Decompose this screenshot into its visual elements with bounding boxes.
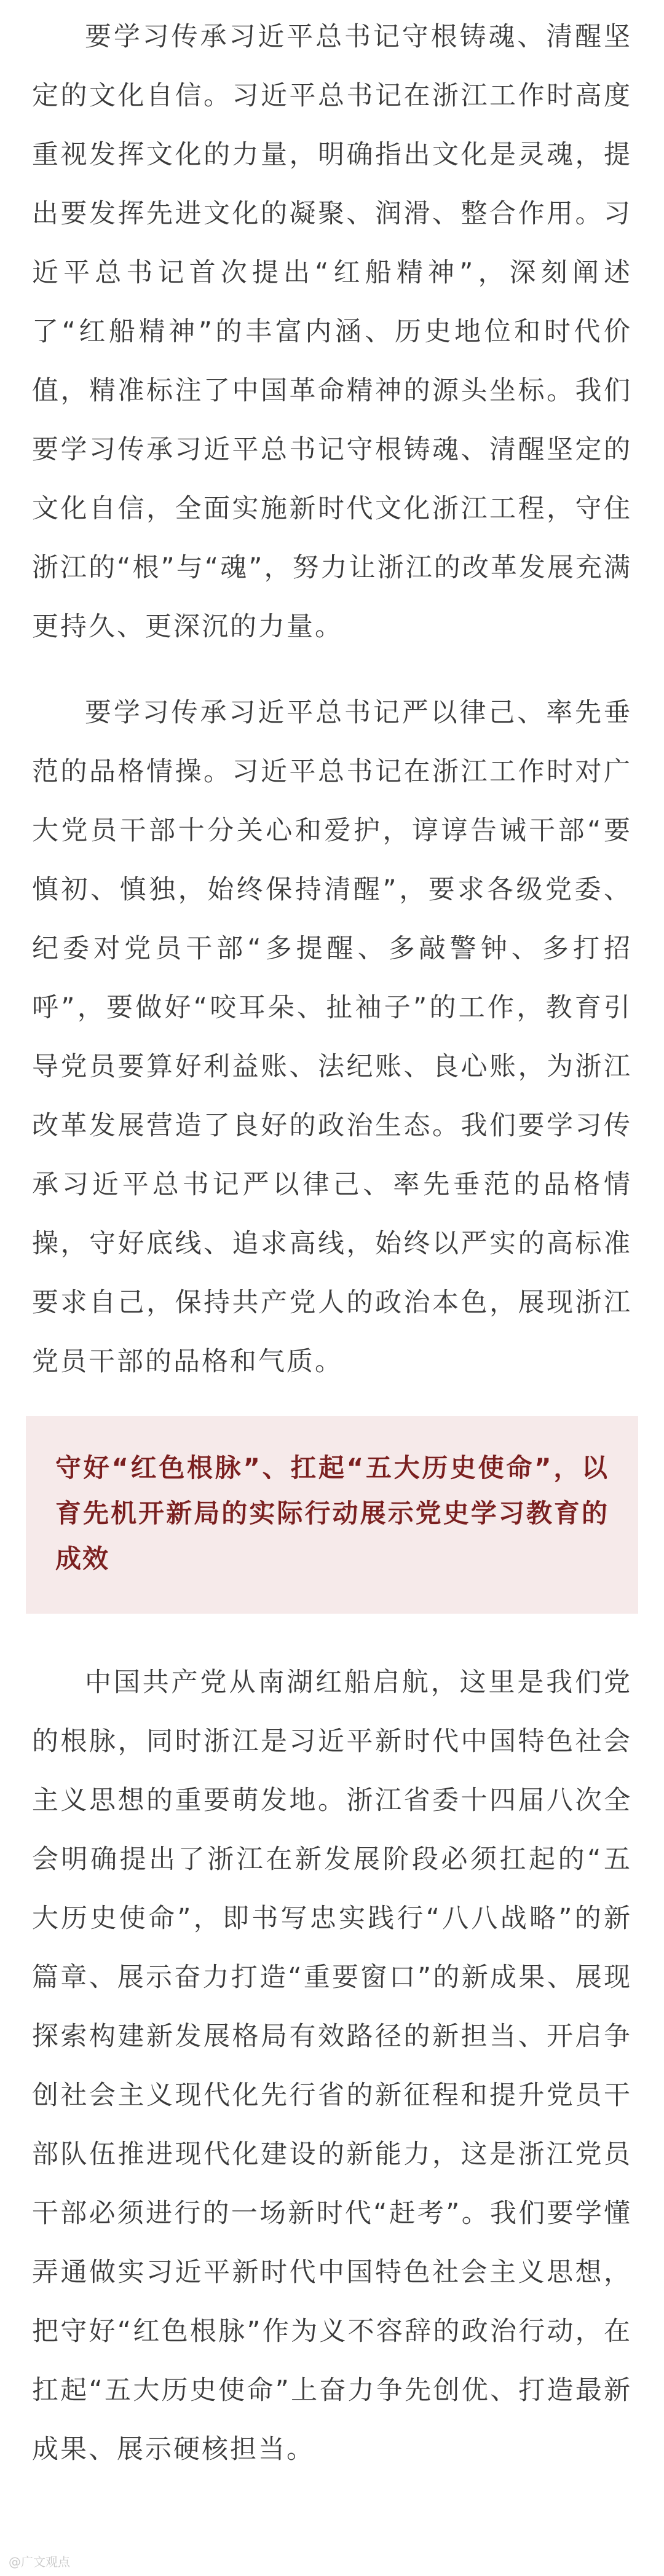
watermark: @广文观点 bbox=[9, 2554, 70, 2569]
paragraph-moral-character: 要学习传承习近平总书记严以律己、率先垂范的品格情操。习近平总书记在浙江工作时对广大党员干部十分关心和爱护，谆谆告诫干部“要慎初、慎独，始终保持清醒”，要求各级党委、纪委对党员干部“多提醒、多敲警钟、多打招呼”，要做好“咬耳朵、扯袖子”的工作，教育引导党员要算好利益账、法纪账、良心账，为浙江改革发展营造了良好的政治生态。我们要学习传承习近平总书记严以律己、率先垂范的品格情操，守好底线、追求高线，始终以严实的高标准要求自己，保持共产党人的政治本色，展现浙江党员干部的品格和气质。 bbox=[32, 697, 632, 1377]
paragraph-red-roots: 中国共产党从南湖红船启航，这里是我们党的根脉，同时浙江是习近平新时代中国特色社会主义思想的重要萌发地。浙江省委十四届八次全会明确提出了浙江在新发展阶段必须扛起的“五大历史使命”，即书写忠实践行“八八战略”的新篇章、展示奋力打造“重要窗口”的新成果、展现探索构建新发展格局有效路径的新担当、开启争创社会主义现代化先行省的新征程和提升党员干部队伍推进现代化建设的新能力，这是浙江党员干部必须进行的一场新时代“赶考”。我们要学懂弄通做实习近平新时代中国特色社会主义思想，把守好“红色根脉”作为义不容辞的政治行动，在扛起“五大历史使命”上奋力争先创优、打造最新成果、展示硬核担当。 bbox=[32, 1667, 632, 2465]
section-heading: 守好“红色根脉”、扛起“五大历史使命”，以育先机开新局的实际行动展示党史学习教育的成效 bbox=[55, 1453, 609, 1574]
section-heading-box bbox=[26, 1416, 638, 1614]
paragraph-cultural-confidence: 要学习传承习近平总书记守根铸魂、清醒坚定的文化自信。习近平总书记在浙江工作时高度重视发挥文化的力量，明确指出文化是灵魂，提出要发挥先进文化的凝聚、润滑、整合作用。习近平总书记首次提出“红船精神”，深刻阐述了“红船精神”的丰富内涵、历史地位和时代价值，精准标注了中国革命精神的源头坐标。我们要学习传承习近平总书记守根铸魂、清醒坚定的文化自信，全面实施新时代文化浙江工程，守住浙江的“根”与“魂”，努力让浙江的改革发展充满更持久、更深沉的力量。 bbox=[32, 22, 632, 642]
